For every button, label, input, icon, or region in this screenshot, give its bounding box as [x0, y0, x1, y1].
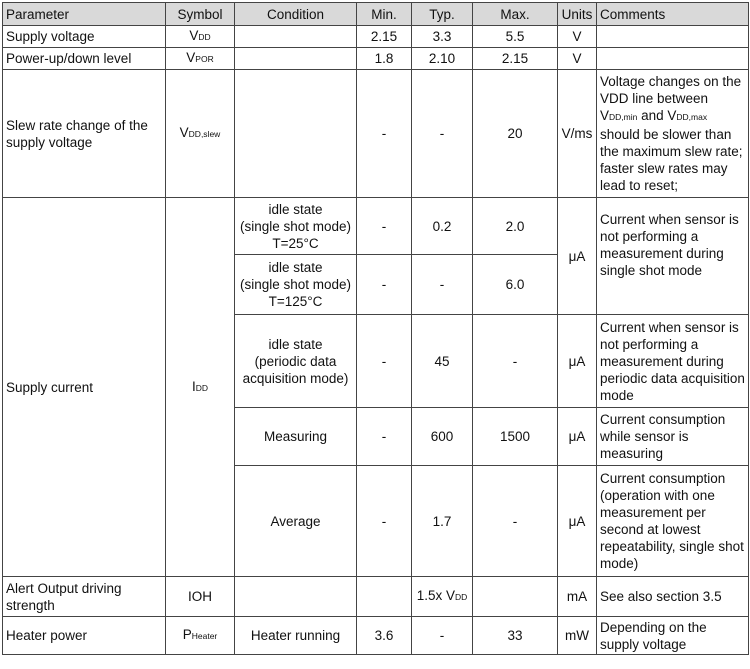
comment-subscript: DD,max — [676, 112, 708, 122]
symbol-cell — [166, 48, 235, 70]
min-cell: 3.6 — [357, 617, 412, 655]
parameter-cell: Alert Output driving strength — [3, 577, 166, 617]
condition-cell — [235, 26, 357, 48]
typ-cell: - — [412, 617, 473, 655]
comment-text: should be slower than the maximum slew rate; faster slew rates may lead to reset; — [600, 127, 743, 193]
comment-cell: Current when sensor is not performing a measurement during single shot mode — [597, 198, 749, 315]
max-cell: 20 — [473, 70, 558, 198]
comment-cell: Current consumption while sensor is measuring — [597, 408, 749, 466]
comment-cell: Current when sensor is not performing a measurement during periodic data acquisition mode — [597, 315, 749, 408]
min-cell: - — [357, 198, 412, 255]
header-min: Min. — [357, 3, 412, 26]
table-row-alert-output — [3, 577, 749, 617]
symbol-main: V — [179, 125, 189, 140]
table-row-heater-power — [3, 617, 749, 655]
typ-cell: 3.3 — [412, 26, 473, 48]
condition-cell — [235, 48, 357, 70]
min-cell: 1.8 — [357, 48, 412, 70]
condition-line: idle state — [268, 336, 323, 352]
symbol-main: V — [186, 50, 196, 65]
symbol-cell — [166, 198, 235, 577]
header-typ: Typ. — [412, 3, 473, 26]
table-row-idle-single-25 — [3, 198, 749, 255]
condition-cell — [235, 255, 357, 315]
min-cell: - — [357, 315, 412, 408]
comment-cell — [597, 70, 749, 198]
comment-text: Voltage changes on the VDD line between V — [600, 74, 742, 123]
condition-cell: Average — [235, 466, 357, 577]
typ-cell: - — [412, 70, 473, 198]
typ-cell — [412, 577, 473, 617]
condition-cell: Measuring — [235, 408, 357, 466]
header-condition: Condition — [235, 3, 357, 26]
max-cell: 1500 — [473, 408, 558, 466]
condition-line: T=25°C — [272, 235, 319, 251]
specification-table — [2, 2, 749, 655]
comment-cell — [597, 48, 749, 70]
symbol-subscript: DD — [198, 32, 211, 42]
max-cell: 2.15 — [473, 48, 558, 70]
comment-text: and V — [637, 108, 677, 123]
min-cell: - — [357, 466, 412, 577]
comment-subscript: DD,min — [609, 112, 638, 122]
comment-cell: Current consumption (operation with one measurement per second at lowest repeatability, single shot mode) — [597, 466, 749, 577]
symbol-cell — [166, 617, 235, 655]
min-cell — [357, 577, 412, 617]
condition-line: (single shot mode) — [239, 218, 352, 234]
min-cell: 2.15 — [357, 26, 412, 48]
symbol-main: P — [182, 627, 192, 642]
min-cell: - — [357, 408, 412, 466]
units-cell: μA — [558, 198, 597, 315]
symbol-subscript: POR — [195, 54, 214, 64]
condition-cell: Heater running — [235, 617, 357, 655]
symbol-main: V — [189, 28, 199, 43]
symbol-cell — [166, 26, 235, 48]
max-cell: - — [473, 466, 558, 577]
condition-cell — [235, 577, 357, 617]
condition-cell — [235, 70, 357, 198]
condition-line: T=125°C — [268, 294, 323, 309]
header-row — [3, 3, 749, 26]
typ-cell: - — [412, 255, 473, 315]
max-cell: 5.5 — [473, 26, 558, 48]
typ-cell: 45 — [412, 315, 473, 408]
max-cell: 33 — [473, 617, 558, 655]
symbol-subscript: Heater — [191, 631, 218, 641]
units-cell: μA — [558, 408, 597, 466]
typ-cell: 600 — [412, 408, 473, 466]
parameter-cell: Supply current — [3, 198, 166, 577]
table-row-power-up — [3, 48, 749, 70]
condition-cell — [235, 198, 357, 255]
typ-cell: 1.7 — [412, 466, 473, 577]
min-cell: - — [357, 255, 412, 315]
parameter-cell: Slew rate change of the supply voltage — [3, 70, 166, 198]
condition-line: idle state — [268, 260, 323, 275]
max-cell: 6.0 — [473, 255, 558, 315]
typ-cell: 0.2 — [412, 198, 473, 255]
header-units: Units — [558, 3, 597, 26]
header-symbol: Symbol — [166, 3, 235, 26]
units-cell: V/ms — [558, 70, 597, 198]
parameter-cell: Power-up/down level — [3, 48, 166, 70]
units-cell: V — [558, 48, 597, 70]
symbol-main: I — [191, 378, 196, 394]
typ-main: 1.5x V — [416, 588, 455, 603]
comment-cell: Depending on the supply voltage — [597, 617, 749, 655]
symbol-subscript: DD,slew — [188, 129, 221, 139]
typ-subscript: DD — [455, 592, 468, 602]
condition-line: (single shot mode) — [239, 277, 352, 292]
max-cell — [473, 577, 558, 617]
units-cell: μA — [558, 466, 597, 577]
comment-cell — [597, 26, 749, 48]
units-cell: μA — [558, 315, 597, 408]
min-cell: - — [357, 70, 412, 198]
symbol-cell — [166, 70, 235, 198]
units-cell: mW — [558, 617, 597, 655]
condition-line: (periodic data — [254, 353, 337, 369]
units-cell: mA — [558, 577, 597, 617]
max-cell: 2.0 — [473, 198, 558, 255]
comment-cell: See also section 3.5 — [597, 577, 749, 617]
condition-cell — [235, 315, 357, 408]
parameter-cell: Supply voltage — [3, 26, 166, 48]
units-cell: V — [558, 26, 597, 48]
parameter-cell: Heater power — [3, 617, 166, 655]
condition-line: acquisition mode) — [242, 370, 349, 386]
header-max: Max. — [473, 3, 558, 26]
table-row-supply-voltage — [3, 26, 749, 48]
table-row-slew-rate — [3, 70, 749, 198]
max-cell: - — [473, 315, 558, 408]
header-parameter: Parameter — [3, 3, 166, 26]
condition-line: idle state — [268, 201, 323, 217]
typ-cell: 2.10 — [412, 48, 473, 70]
symbol-subscript: DD — [195, 382, 209, 393]
header-comments: Comments — [597, 3, 749, 26]
symbol-cell: IOH — [166, 577, 235, 617]
